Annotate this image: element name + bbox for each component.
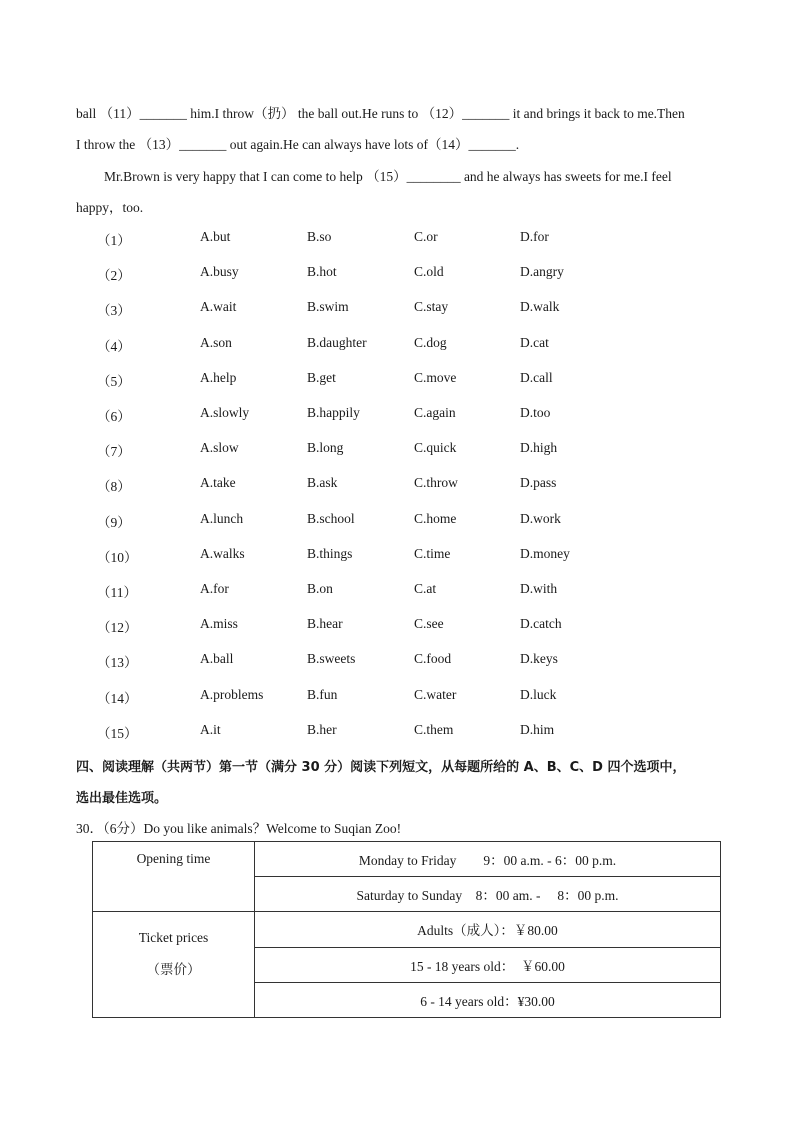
option-d: D.cat [520, 334, 549, 350]
option-number: （3） [97, 303, 131, 319]
option-a: A.take [200, 475, 236, 491]
option-number: （4） [97, 338, 131, 354]
option-c: C.food [414, 651, 452, 667]
option-a: A.for [200, 581, 229, 596]
option-row [0, 511, 794, 531]
option-b: B.on [307, 581, 333, 596]
option-a: A.miss [200, 616, 238, 632]
option-a: A.help [200, 369, 237, 385]
option-b: B.hear [307, 616, 343, 632]
option-d: D.for [520, 229, 549, 244]
option-b: B.happily [307, 405, 360, 420]
option-b: B.so [307, 229, 332, 244]
option-number: （13） [97, 655, 138, 671]
option-b: B.sweets [307, 651, 356, 667]
option-b: B.get [307, 369, 336, 385]
option-row [0, 651, 794, 671]
teen-price: 15 - 18 years old： ￥60.00 [255, 947, 721, 982]
option-number: （10） [97, 549, 138, 565]
option-d: D.with [520, 581, 558, 596]
option-b: B.ask [307, 475, 338, 491]
option-b: B.fun [307, 686, 338, 702]
option-row [0, 405, 794, 425]
option-c: C.old [414, 264, 444, 280]
ticket-prices-label [93, 912, 255, 1018]
option-a: A.son [200, 334, 232, 350]
option-c: C.or [414, 229, 438, 244]
question-30-intro: 30．（6分）Do you like animals？Welcome to Suqian Zoo! [76, 821, 402, 836]
passage-line-2: I throw the （13）_______ out again.He can always have lots of（14）_______. [76, 137, 520, 152]
option-a: A.walks [200, 545, 245, 561]
option-number: （1） [97, 233, 131, 248]
option-c: C.quick [414, 440, 457, 456]
passage-line-4: happy，too. [76, 200, 144, 215]
ticket-prices-label-en: Ticket prices [138, 930, 209, 946]
option-d: D.call [520, 369, 553, 385]
option-d: D.work [520, 510, 561, 526]
option-d: D.him [520, 721, 555, 737]
option-row [0, 581, 794, 601]
ticket-prices-label-cn: （票价） [146, 962, 201, 978]
option-number: （7） [97, 444, 131, 460]
option-row [0, 264, 794, 284]
option-a: A.it [200, 721, 221, 737]
option-c: C.dog [414, 334, 447, 350]
option-b: B.daughter [307, 334, 367, 350]
option-number: （9） [97, 514, 131, 530]
option-number: （8） [97, 479, 131, 495]
option-d: D.high [520, 440, 558, 456]
opening-time-label: Opening time [93, 842, 255, 912]
option-a: A.busy [200, 264, 239, 280]
option-a: A.ball [200, 651, 234, 667]
option-b: B.her [307, 721, 337, 737]
option-c: C.see [414, 616, 444, 632]
option-c: C.stay [414, 299, 449, 315]
option-c: C.throw [414, 475, 458, 491]
option-c: C.again [414, 405, 456, 420]
option-d: D.money [520, 545, 570, 561]
option-a: A.slow [200, 440, 239, 456]
option-c: C.at [414, 581, 437, 596]
option-row [0, 687, 794, 707]
option-d: D.walk [520, 299, 560, 315]
option-d: D.keys [520, 651, 558, 667]
option-a: A.lunch [200, 510, 244, 526]
option-a: A.slowly [200, 405, 250, 420]
option-row [0, 722, 794, 742]
child-price: 6 - 14 years old：¥30.00 [255, 982, 721, 1017]
option-d: D.too [520, 405, 551, 420]
weekend-hours: Saturday to Sunday 8：00 am. - 8：00 p.m. [255, 877, 721, 912]
option-a: A.wait [200, 299, 237, 315]
option-d: D.luck [520, 686, 557, 702]
option-row [0, 335, 794, 355]
option-c: C.home [414, 510, 457, 526]
option-b: B.things [307, 545, 353, 561]
option-b: B.school [307, 510, 355, 526]
passage-line-3: Mr.Brown is very happy that I can come to help （15）________ and he always has sweets for me.I feel [104, 169, 672, 184]
option-row [0, 299, 794, 319]
option-c: C.water [414, 686, 457, 702]
option-number: （2） [97, 268, 131, 284]
weekday-hours: Monday to Friday 9：00 a.m. - 6：00 p.m. [255, 842, 721, 877]
option-number: （15） [97, 725, 138, 741]
option-row [0, 440, 794, 460]
option-row [0, 546, 794, 566]
option-number: （5） [97, 373, 131, 389]
option-b: B.hot [307, 264, 337, 280]
option-number: （14） [97, 690, 138, 706]
passage-line-1: ball （11）_______ him.I throw（扔） the ball out.He runs to （12）_______ it and brings it back to me.Then [76, 106, 685, 121]
option-d: D.angry [520, 264, 564, 280]
option-b: B.swim [307, 299, 349, 315]
option-row [0, 616, 794, 636]
option-number: （12） [97, 620, 138, 636]
option-row [0, 370, 794, 390]
option-row [0, 475, 794, 495]
option-c: C.move [414, 369, 457, 385]
section-heading-cont: 选出最佳选项。 [76, 791, 168, 806]
option-number: （11） [97, 585, 137, 600]
zoo-info-table [92, 841, 721, 1018]
adult-price: Adults（成人）：￥80.00 [255, 912, 721, 947]
option-c: C.them [414, 721, 454, 737]
option-a: A.but [200, 229, 231, 244]
section-heading: 四、阅读理解（共两节）第一节（满分 30 分）阅读下列短文，从每题所给的 A、B、C、D 四个选项中， [76, 760, 686, 775]
option-number: （6） [97, 409, 131, 424]
option-c: C.time [414, 545, 451, 561]
option-a: A.problems [200, 686, 264, 702]
option-row [0, 229, 794, 249]
option-b: B.long [307, 440, 344, 456]
option-d: D.pass [520, 475, 557, 491]
option-d: D.catch [520, 616, 562, 632]
